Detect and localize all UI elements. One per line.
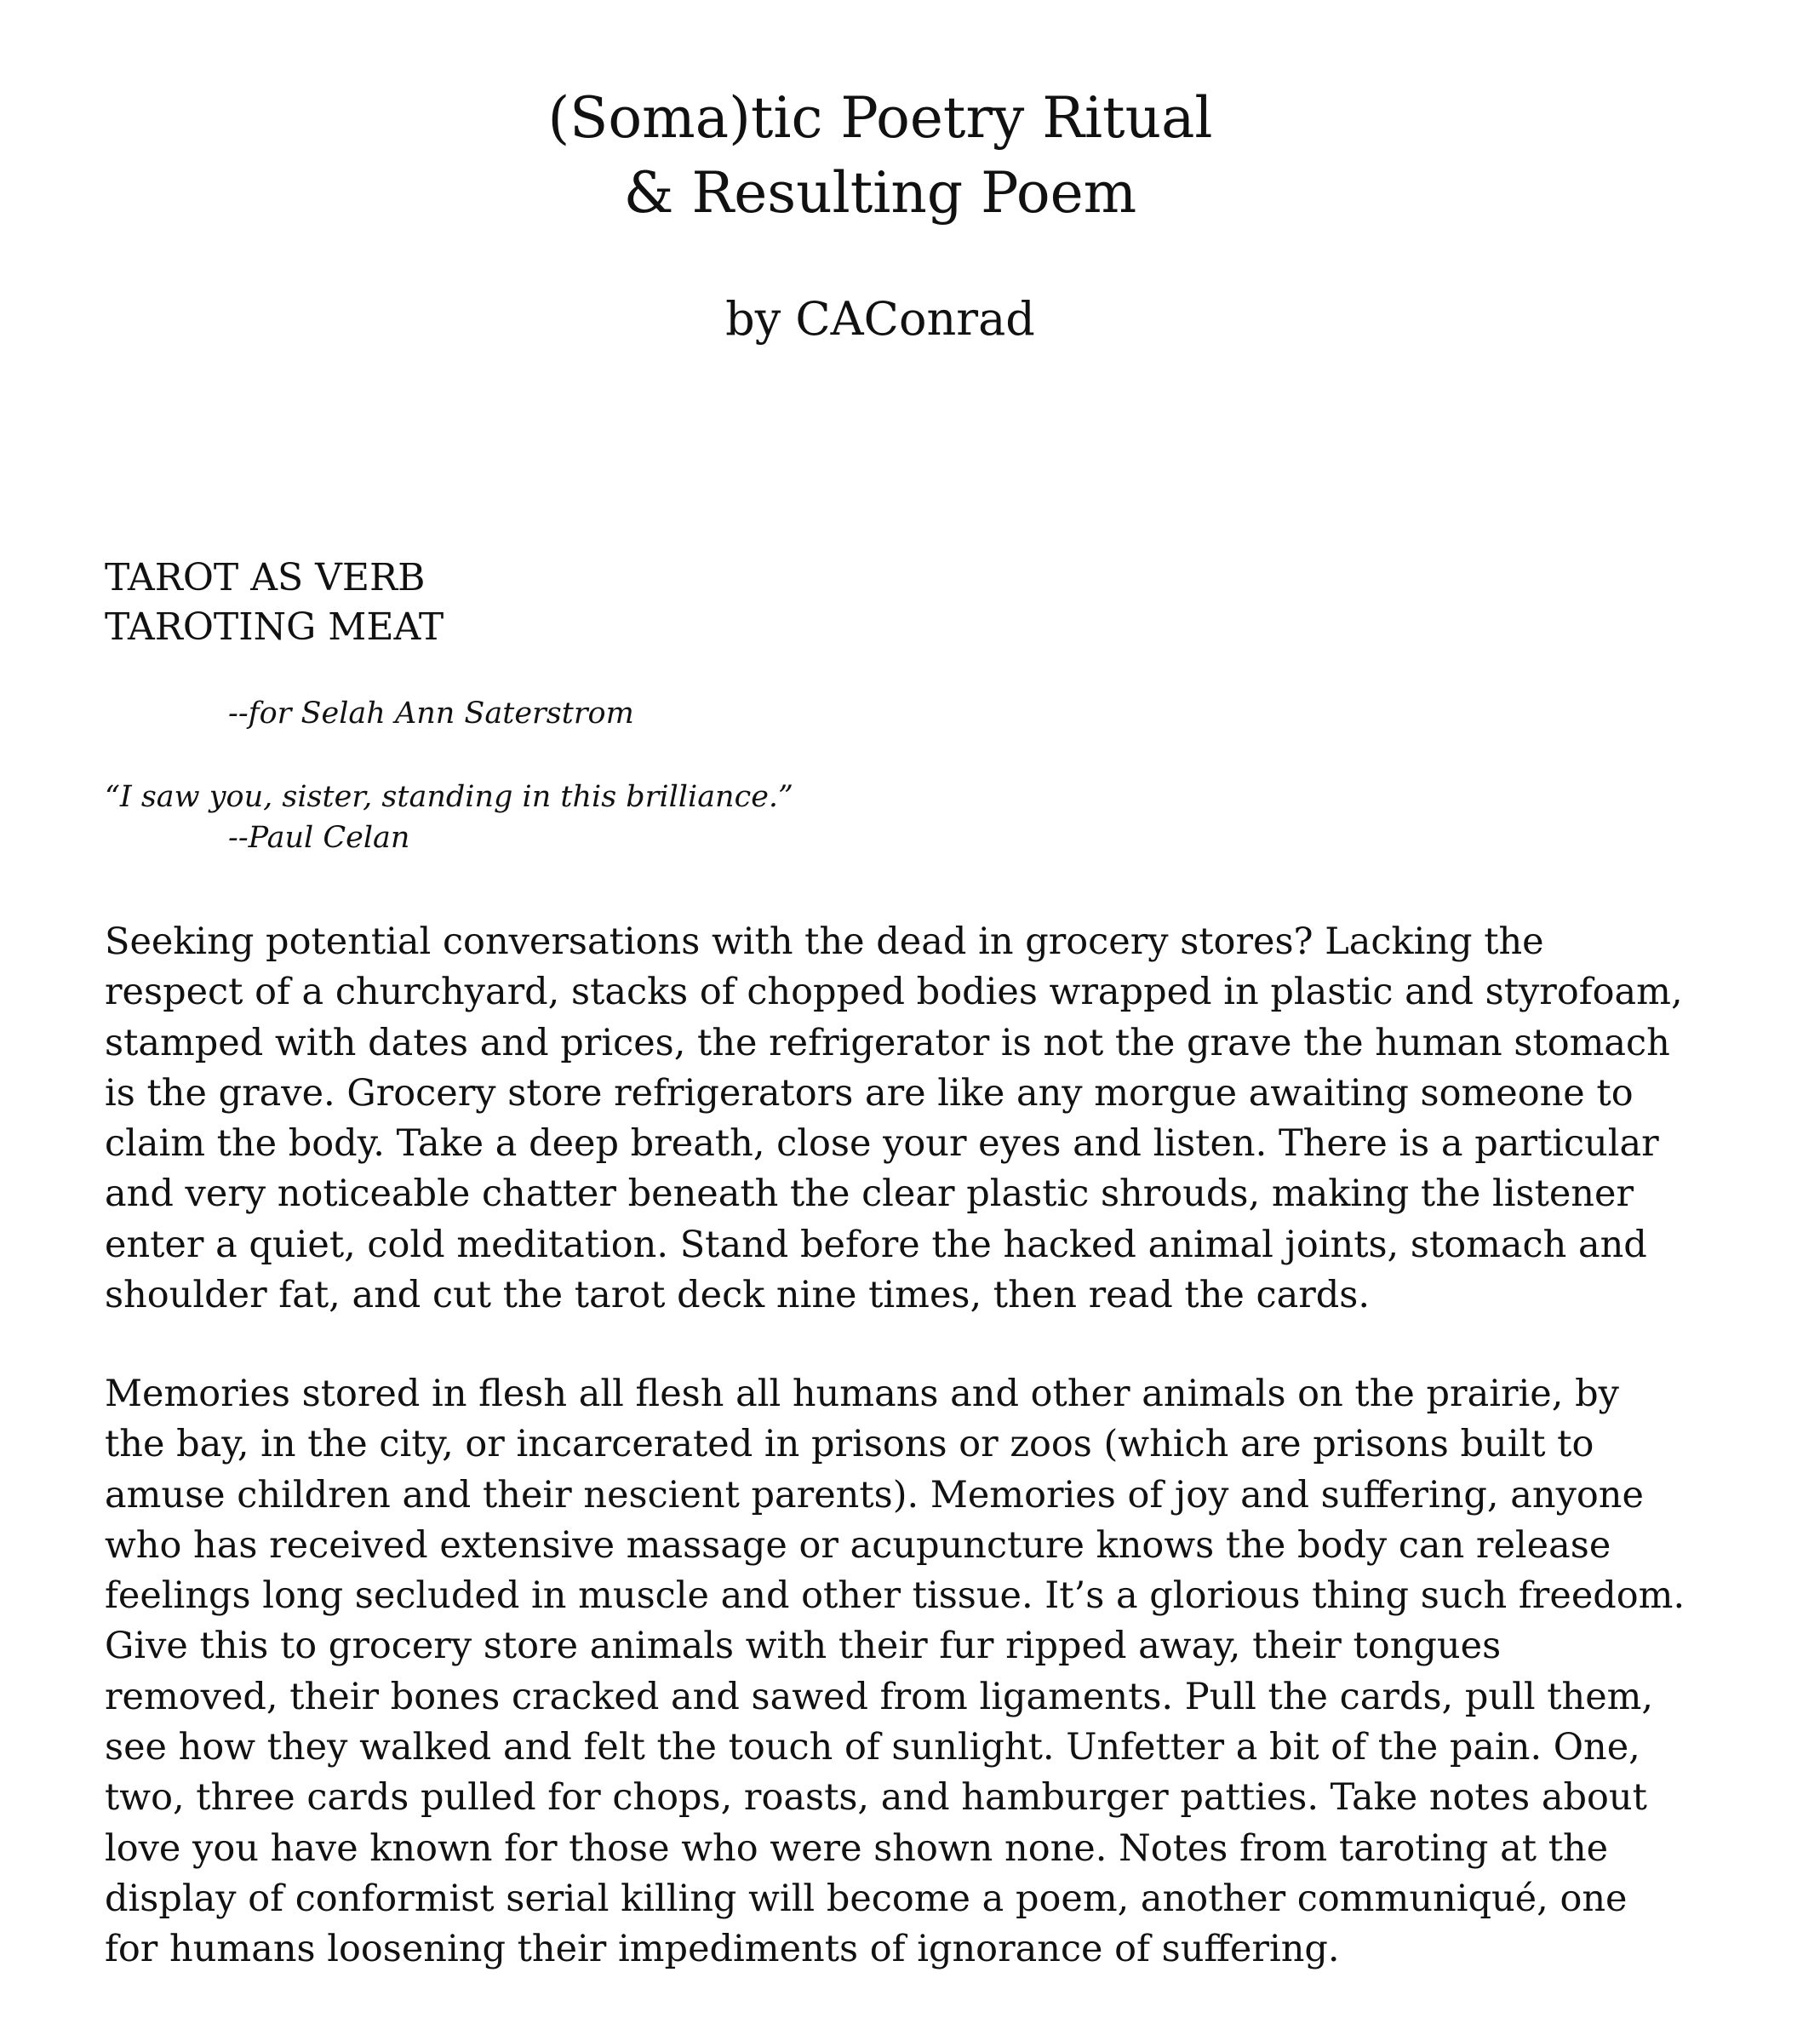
heading-line-1: TAROT AS VERB	[105, 556, 426, 599]
body-paragraph-1	[105, 917, 1722, 1321]
paragraph-line: shoulder fat, and cut the tarot deck nine times, then read the cards.	[105, 1274, 1371, 1317]
title-block	[0, 81, 1760, 231]
paragraph-line: and very noticeable chatter beneath the clear plastic shrouds, making the listener	[105, 1172, 1634, 1216]
paragraph-line: respect of a churchyard, stacks of chopped bodies wrapped in plastic and styrofoam,	[105, 971, 1683, 1014]
epigraph-quote: “I saw you, sister, standing in this brilliance.”	[105, 780, 793, 814]
body-paragraph-2	[105, 1369, 1722, 1975]
paragraph-line: who has received extensive massage or acupuncture knows the body can release	[105, 1523, 1611, 1567]
heading-line-2: TAROTING MEAT	[105, 605, 444, 649]
paragraph-line: Seeking potential conversations with the dead in grocery stores? Lacking the	[105, 920, 1544, 963]
paragraph-line: feelings long secluded in muscle and other tissue. It’s a glorious thing such freedom.	[105, 1574, 1686, 1618]
title-line-1: (Soma)tic Poetry Ritual	[547, 85, 1213, 151]
paragraph-line: stamped with dates and prices, the refrigerator is not the grave the human stomach	[105, 1021, 1670, 1064]
paragraph-line: amuse children and their nescient parents). Memories of joy and suffering, anyone	[105, 1473, 1644, 1516]
paragraph-line: is the grave. Grocery store refrigerators are like any morgue awaiting someone to	[105, 1071, 1634, 1115]
paragraph-line: love you have known for those who were shown none. Notes from taroting at the	[105, 1826, 1609, 1870]
section-heading	[105, 553, 444, 652]
epigraph	[105, 777, 793, 858]
paragraph-line: Give this to grocery store animals with their fur ripped away, their tongues	[105, 1625, 1502, 1668]
paragraph-line: two, three cards pulled for chops, roasts, and hamburger patties. Take notes about	[105, 1776, 1647, 1820]
paragraph-line: see how they walked and felt the touch of sunlight. Unfetter a bit of the pain. One,	[105, 1726, 1640, 1769]
epigraph-attribution: --Paul Celan	[228, 821, 410, 855]
title-line-2: & Resulting Poem	[623, 160, 1137, 226]
paragraph-line: removed, their bones cracked and sawed from ligaments. Pull the cards, pull them,	[105, 1675, 1654, 1718]
paragraph-line: the bay, in the city, or incarcerated in prisons or zoos (which are prisons built to	[105, 1423, 1594, 1466]
paragraph-line: Memories stored in flesh all flesh all humans and other animals on the prairie, by	[105, 1373, 1619, 1415]
paragraph-line: claim the body. Take a deep breath, close your eyes and listen. There is a particular	[105, 1122, 1659, 1166]
paragraph-line: display of conformist serial killing will become a poem, another communiqué, one	[105, 1877, 1628, 1920]
paragraph-line: for humans loosening their impediments of ignorance of suffering.	[105, 1928, 1340, 1971]
dedication: --for Selah Ann Saterstrom	[228, 697, 634, 731]
byline: by CAConrad	[725, 292, 1035, 346]
paragraph-line: enter a quiet, cold meditation. Stand before the hacked animal joints, stomach and	[105, 1223, 1647, 1266]
